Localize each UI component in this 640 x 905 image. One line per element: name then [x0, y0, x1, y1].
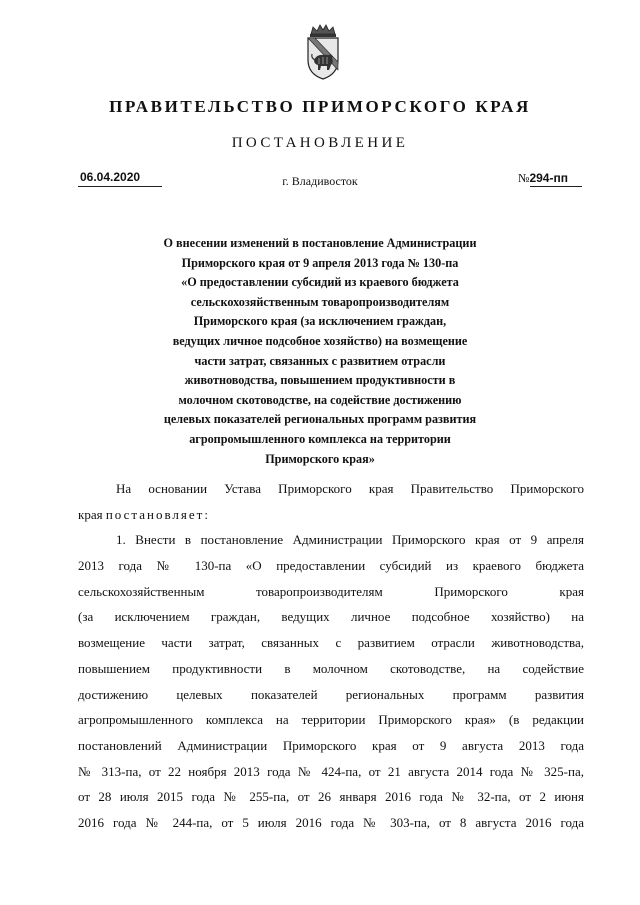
- paragraph-line: достижению целевых показателей региональных программ развития: [78, 686, 584, 702]
- paragraph-line: (за исключением граждан, ведущих личное подсобное хозяйство) на: [78, 609, 584, 625]
- title-line: О внесении изменений в постановление Администрации: [163, 236, 477, 250]
- document-body: [78, 476, 584, 836]
- title-line: Приморского края от 9 апреля 2013 года № 130-па: [181, 255, 459, 270]
- title-line: агропромышленного комплекса на территории: [189, 431, 451, 446]
- paragraph-line: постановлений Администрации Приморского края от 9 августа 2013 года: [78, 737, 584, 753]
- paragraph-line: 1. Внести в постановление Администрации Приморского края от 9 апреля: [116, 532, 584, 548]
- document-number: [518, 171, 568, 186]
- paragraph-line: агропромышленного комплекса на территории Приморского края» (в редакции: [78, 712, 584, 728]
- title-line: молочном скотоводстве, на содействие достижению: [178, 392, 462, 407]
- number-underline: [530, 186, 582, 187]
- number-value: 294-пп: [529, 171, 568, 185]
- number-prefix: №: [518, 171, 530, 185]
- government-title: ПРАВИТЕЛЬСТВО ПРИМОРСКОГО КРАЯ: [109, 97, 531, 116]
- paragraph-line: возмещение части затрат, связанных с развитием отрасли животноводства,: [78, 635, 584, 651]
- title-line: Приморского края»: [265, 451, 375, 466]
- title-line: «О предоставлении субсидий из краевого бюджета: [181, 275, 459, 290]
- paragraph-line: 2013 года № 130-па «О предоставлении субсидий из краевого бюджета: [78, 558, 584, 574]
- paragraph-line: сельскохозяйственным товаропроизводителям Приморского края: [78, 583, 584, 599]
- title-line: сельскохозяйственным товаропроизводителям: [190, 294, 450, 309]
- document-city: г. Владивосток: [282, 174, 358, 188]
- preamble-line: [78, 502, 584, 528]
- title-line: животноводства, повышением продуктивности в: [184, 373, 456, 388]
- paragraph-line: № 313-па, от 22 ноября 2013 года № 424-па, от 21 августа 2014 года № 325-па,: [78, 763, 584, 779]
- title-line: Приморского края (за исключением граждан,: [193, 314, 447, 329]
- paragraph-line: повышением продуктивности в молочном скотоводстве, на содействие: [78, 660, 584, 676]
- paragraph-line: от 28 июля 2015 года № 255-па, от 26 января 2016 года № 32-па, от 2 июня: [78, 789, 584, 805]
- title-line: части затрат, связанных с развитием отрасли: [194, 353, 446, 368]
- document-date: 06.04.2020: [80, 170, 141, 184]
- title-line: целевых показателей региональных программ развития: [163, 412, 477, 427]
- coat-of-arms-icon: [303, 24, 343, 80]
- document-title: [90, 234, 550, 469]
- preamble-word: края: [78, 506, 103, 522]
- paragraph-line: 2016 года № 244-па, от 5 июля 2016 года № 303-па, от 8 августа 2016 года: [78, 814, 584, 830]
- document-type: ПОСТАНОВЛЕНИЕ: [231, 135, 409, 151]
- title-line: ведущих личное подсобное хозяйство) на возмещение: [172, 333, 468, 348]
- preamble-spaced-word: постановляет:: [105, 506, 210, 522]
- preamble-line: На основании Устава Приморского края Правительство Приморского: [116, 481, 584, 496]
